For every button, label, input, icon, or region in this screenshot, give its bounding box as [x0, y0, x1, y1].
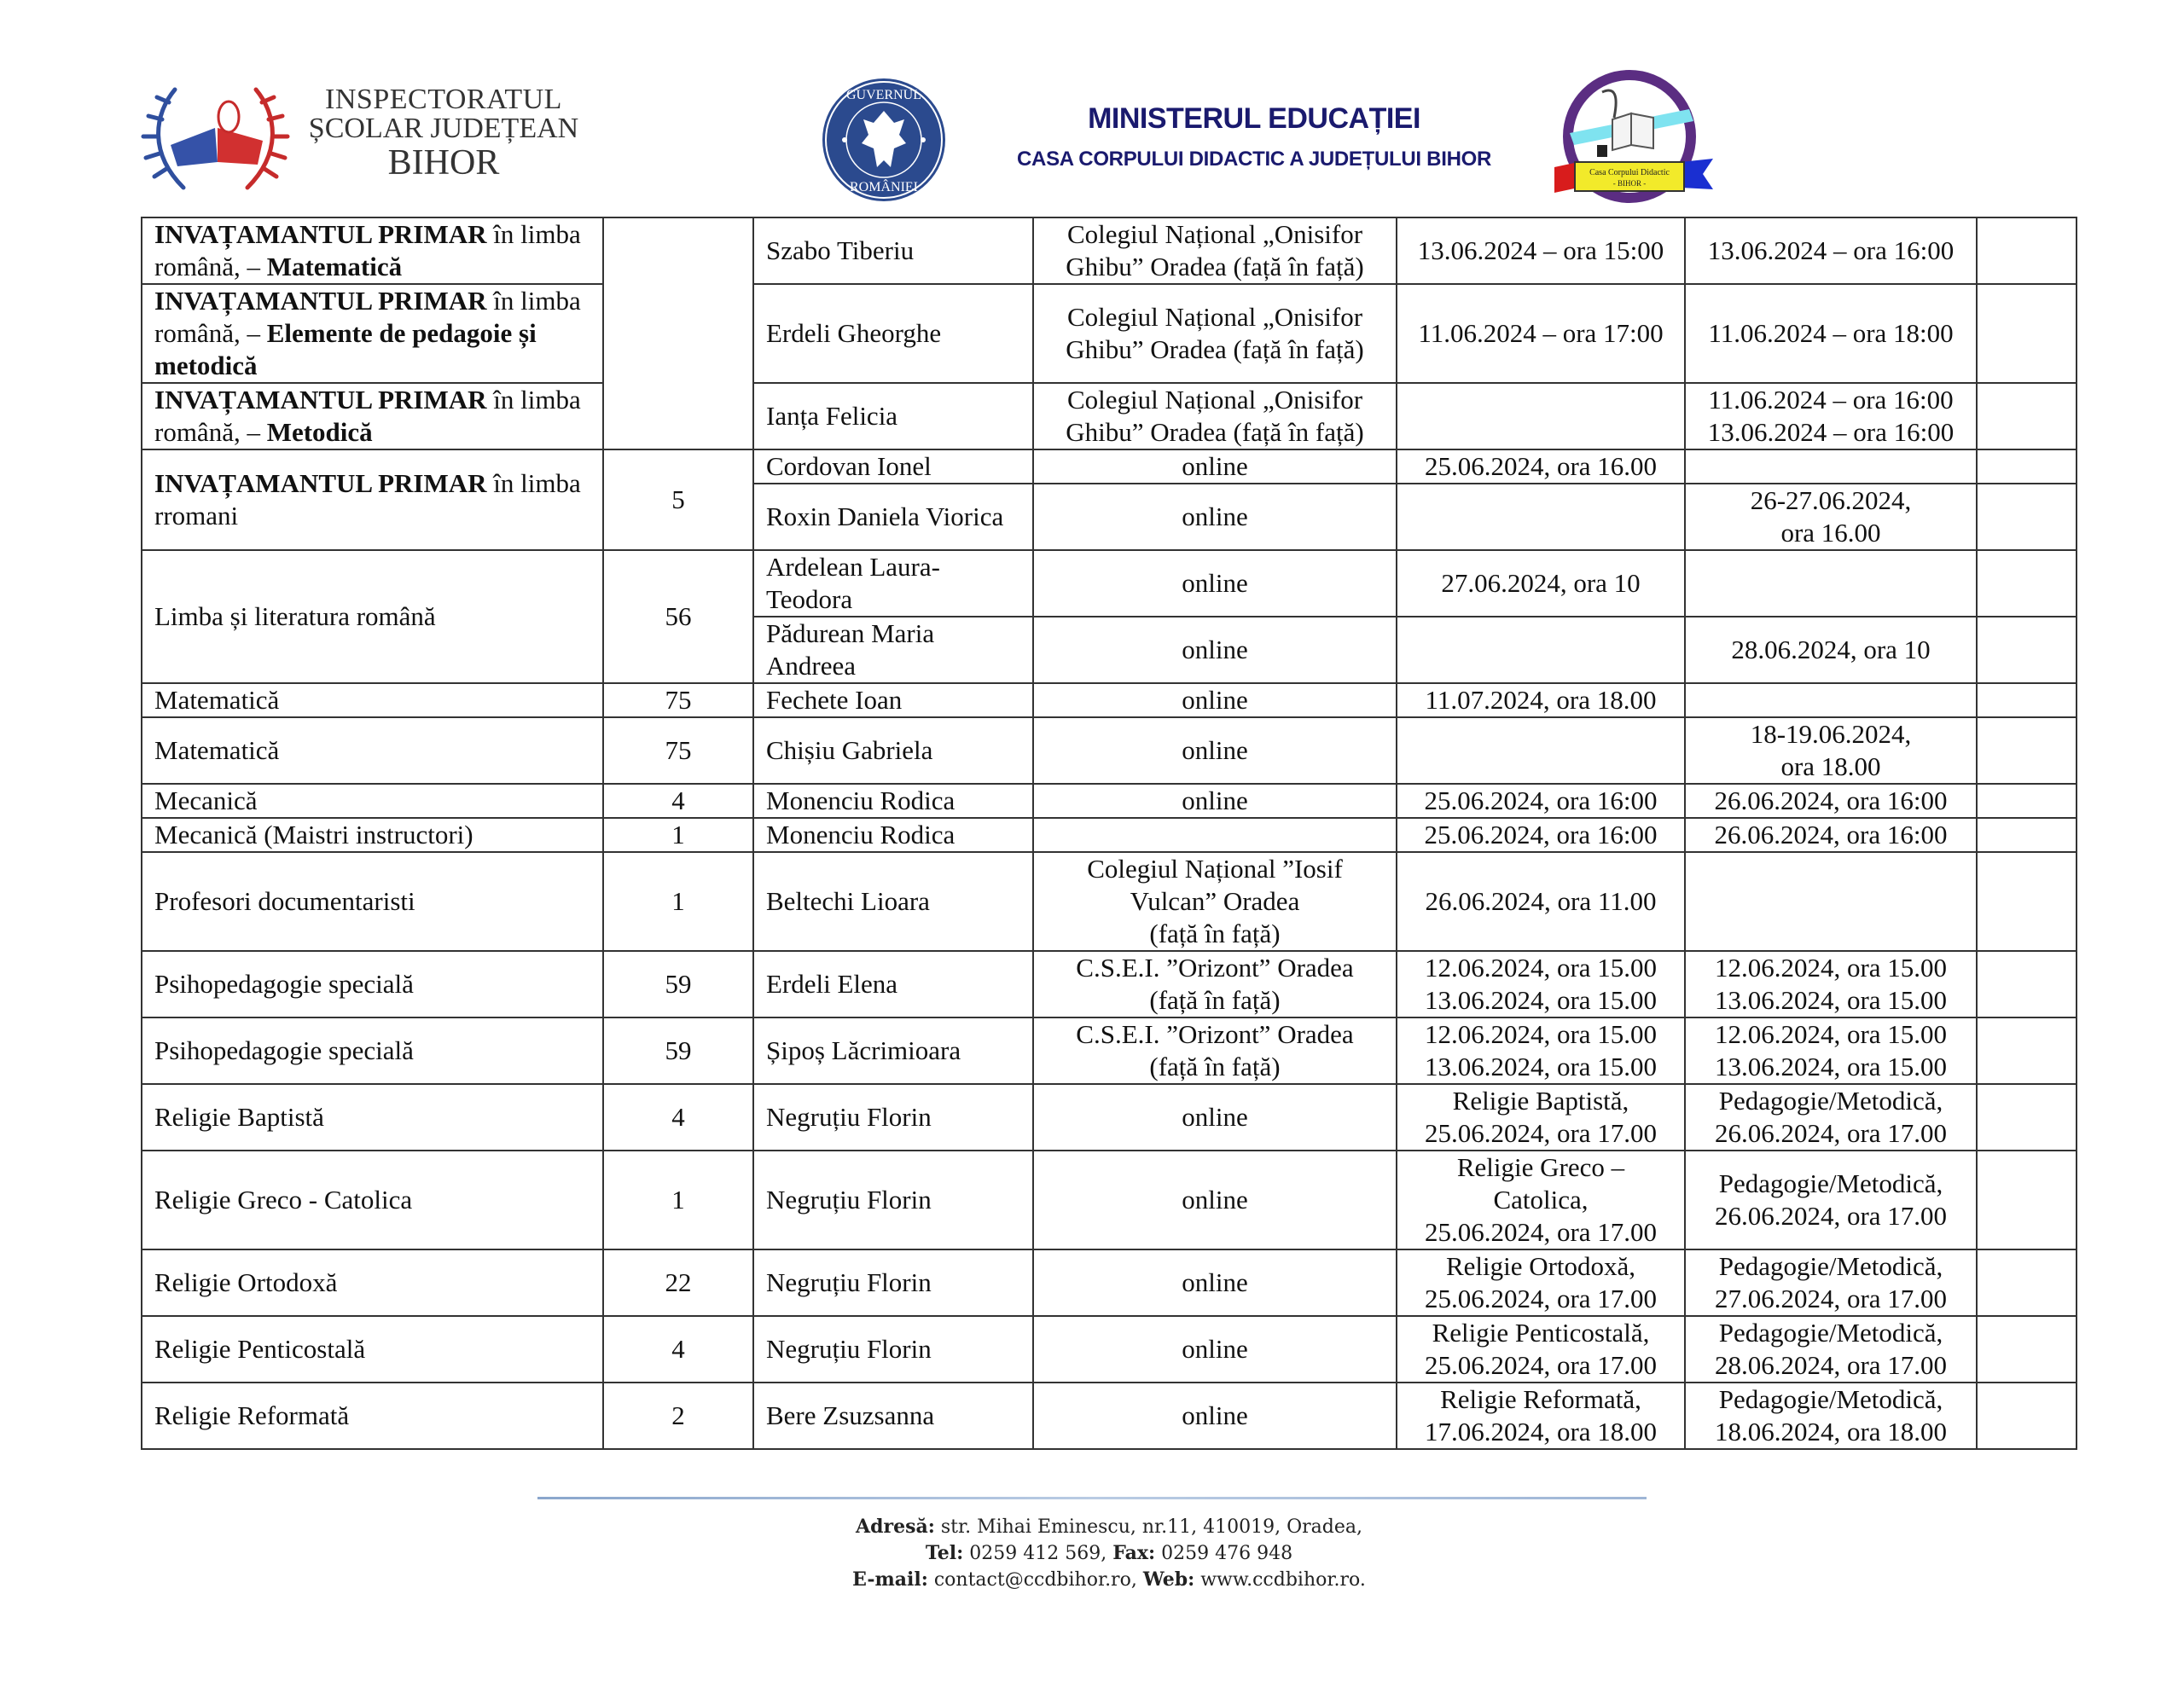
location-cell: online — [1033, 449, 1397, 484]
location-cell — [1033, 818, 1397, 852]
coat-of-arms-icon — [819, 75, 949, 205]
count-cell: 4 — [603, 1084, 753, 1151]
extra-cell — [1977, 550, 2077, 617]
date1-cell: 11.06.2024 – ora 17:00 — [1397, 284, 1685, 383]
date1-cell: Religie Reformată, 17.06.2024, ora 18.00 — [1397, 1383, 1685, 1449]
date2-cell: Pedagogie/Metodică, 26.06.2024, ora 17.00 — [1685, 1151, 1977, 1249]
table-row — [142, 852, 2077, 951]
date1-cell: 12.06.2024, ora 15.00 13.06.2024, ora 15.00 — [1397, 1017, 1685, 1084]
specialty-cell: Psihopedagogie specială — [142, 1017, 603, 1084]
date2-cell: Pedagogie/Metodică, 18.06.2024, ora 18.00 — [1685, 1383, 1977, 1449]
location-cell: Colegiul Național „Onisifor Ghibu” Oradea (față în față) — [1033, 217, 1397, 284]
date2-cell: Pedagogie/Metodică, 26.06.2024, ora 17.00 — [1685, 1084, 1977, 1151]
location-cell: online — [1033, 1316, 1397, 1383]
extra-cell — [1977, 1151, 2077, 1249]
count-cell: 1 — [603, 1151, 753, 1249]
mentor-cell: Erdeli Gheorghe — [753, 284, 1033, 383]
date2-cell: 12.06.2024, ora 15.00 13.06.2024, ora 15.00 — [1685, 951, 1977, 1017]
date1-cell: 26.06.2024, ora 11.00 — [1397, 852, 1685, 951]
mentor-cell: Beltechi Lioara — [753, 852, 1033, 951]
count-cell: 59 — [603, 1017, 753, 1084]
date2-cell: 11.06.2024 – ora 16:00 13.06.2024 – ora 16:00 — [1685, 383, 1977, 449]
date1-cell: 25.06.2024, ora 16:00 — [1397, 784, 1685, 818]
table-row — [142, 1383, 2077, 1449]
location-cell: online — [1033, 550, 1397, 617]
location-cell: online — [1033, 1249, 1397, 1316]
table-row — [142, 217, 2077, 284]
specialty-cell: Religie Penticostală — [142, 1316, 603, 1383]
ccd-banner-line2: - BIHOR - — [1612, 179, 1647, 188]
table-row — [142, 717, 2077, 784]
date2-cell: Pedagogie/Metodică, 27.06.2024, ora 17.00 — [1685, 1249, 1977, 1316]
inspectorate-line1: INSPECTORATUL — [325, 84, 562, 115]
count-cell: 1 — [603, 818, 753, 852]
ccd-banner-line1: Casa Corpului Didactic — [1589, 168, 1670, 177]
location-cell: online — [1033, 484, 1397, 550]
date2-cell: 26.06.2024, ora 16:00 — [1685, 818, 1977, 852]
specialty-cell: Religie Greco - Catolica — [142, 1151, 603, 1249]
date2-cell — [1685, 550, 1977, 617]
mentor-cell: Negruțiu Florin — [753, 1151, 1033, 1249]
extra-cell — [1977, 383, 2077, 449]
location-cell: online — [1033, 617, 1397, 683]
location-cell: online — [1033, 1084, 1397, 1151]
footer-contact — [512, 1514, 1706, 1593]
location-cell: online — [1033, 717, 1397, 784]
extra-cell — [1977, 1316, 2077, 1383]
table-row — [142, 284, 2077, 383]
location-cell: online — [1033, 784, 1397, 818]
specialty-cell: Religie Reformată — [142, 1383, 603, 1449]
date1-cell — [1397, 617, 1685, 683]
seal-top-text: GUVERNUL — [846, 88, 921, 102]
specialty-cell: Religie Baptistă — [142, 1084, 603, 1151]
specialty-cell: INVAȚAMANTUL PRIMAR în limba română, – Matematică — [142, 217, 603, 284]
table-row — [142, 1249, 2077, 1316]
count-cell: 4 — [603, 1316, 753, 1383]
date1-cell: Religie Ortodoxă, 25.06.2024, ora 17.00 — [1397, 1249, 1685, 1316]
count-cell: 1 — [603, 852, 753, 951]
extra-cell — [1977, 717, 2077, 784]
web-link[interactable]: www.ccdbihor.ro. — [1194, 1569, 1366, 1591]
mentor-cell: Erdeli Elena — [753, 951, 1033, 1017]
mentor-cell: Pădurean Maria Andreea — [753, 617, 1033, 683]
extra-cell — [1977, 1017, 2077, 1084]
specialty-cell: Matematică — [142, 717, 603, 784]
date1-cell — [1397, 484, 1685, 550]
date2-cell: 11.06.2024 – ora 18:00 — [1685, 284, 1977, 383]
specialty-cell: Religie Ortodoxă — [142, 1249, 603, 1316]
count-cell: 59 — [603, 951, 753, 1017]
date1-cell: 13.06.2024 – ora 15:00 — [1397, 217, 1685, 284]
mentor-cell: Chișiu Gabriela — [753, 717, 1033, 784]
table-row — [142, 1316, 2077, 1383]
count-cell: 4 — [603, 784, 753, 818]
footer-address: Adresă: str. Mihai Eminescu, nr.11, 410019, Oradea, — [856, 1516, 1362, 1538]
inspectorate-line2: ȘCOLAR JUDEȚEAN — [308, 113, 579, 144]
specialty-cell: Psihopedagogie specială — [142, 951, 603, 1017]
inspectorate-name — [303, 84, 584, 183]
count-cell: 5 — [603, 449, 753, 550]
extra-cell — [1977, 784, 2077, 818]
table-row — [142, 383, 2077, 449]
date2-cell: Pedagogie/Metodică, 28.06.2024, ora 17.00 — [1685, 1316, 1977, 1383]
location-cell: C.S.E.I. ”Orizont” Oradea (față în față) — [1033, 1017, 1397, 1084]
ministry-subtitle: CASA CORPULUI DIDACTIC A JUDEȚULUI BIHOR — [1017, 148, 1491, 171]
specialty-cell: Mecanică — [142, 784, 603, 818]
table-row — [142, 550, 2077, 617]
specialty-cell: Profesori documentaristi — [142, 852, 603, 951]
location-cell: online — [1033, 683, 1397, 717]
book-quill-emblem-icon — [1553, 67, 1715, 212]
date2-cell: 26-27.06.2024, ora 16.00 — [1685, 484, 1977, 550]
date2-cell: 28.06.2024, ora 10 — [1685, 617, 1977, 683]
extra-cell — [1977, 1084, 2077, 1151]
mentor-cell: Monenciu Rodica — [753, 784, 1033, 818]
date1-cell: 11.07.2024, ora 18.00 — [1397, 683, 1685, 717]
count-cell: 22 — [603, 1249, 753, 1316]
mentors-schedule-table — [141, 217, 2077, 1450]
date2-cell — [1685, 683, 1977, 717]
email-link[interactable]: contact@ccdbihor.ro, — [927, 1569, 1143, 1591]
mentor-cell: Negruțiu Florin — [753, 1084, 1033, 1151]
extra-cell — [1977, 1383, 2077, 1449]
date1-cell — [1397, 383, 1685, 449]
count-cell: 2 — [603, 1383, 753, 1449]
table-row — [142, 818, 2077, 852]
ministry-title: MINISTERUL EDUCAȚIEI — [1088, 102, 1420, 135]
mentor-cell: Ardelean Laura-Teodora — [753, 550, 1033, 617]
mentor-cell: Roxin Daniela Viorica — [753, 484, 1033, 550]
ministry-name — [998, 102, 1510, 171]
date1-cell: Religie Penticostală, 25.06.2024, ora 17.00 — [1397, 1316, 1685, 1383]
date1-cell: 12.06.2024, ora 15.00 13.06.2024, ora 15.00 — [1397, 951, 1685, 1017]
specialty-cell: Mecanică (Maistri instructori) — [142, 818, 603, 852]
mentor-cell: Ianța Felicia — [753, 383, 1033, 449]
table-row — [142, 1017, 2077, 1084]
extra-cell — [1977, 852, 2077, 951]
extra-cell — [1977, 217, 2077, 284]
inspectorate-line3: BIHOR — [387, 143, 500, 183]
location-cell: Colegiul Național „Onisifor Ghibu” Oradea (față în față) — [1033, 383, 1397, 449]
mentor-cell: Cordovan Ionel — [753, 449, 1033, 484]
date1-cell: Religie Greco – Catolica, 25.06.2024, ora 17.00 — [1397, 1151, 1685, 1249]
table-row — [142, 683, 2077, 717]
table-row — [142, 1151, 2077, 1249]
date2-cell: 12.06.2024, ora 15.00 13.06.2024, ora 15.00 — [1685, 1017, 1977, 1084]
date2-cell: 18-19.06.2024, ora 18.00 — [1685, 717, 1977, 784]
location-cell: online — [1033, 1383, 1397, 1449]
extra-cell — [1977, 617, 2077, 683]
date2-cell: 13.06.2024 – ora 16:00 — [1685, 217, 1977, 284]
mentor-cell: Szabo Tiberiu — [753, 217, 1033, 284]
specialty-cell: Matematică — [142, 683, 603, 717]
location-cell: online — [1033, 1151, 1397, 1249]
specialty-cell: Limba și literatura română — [142, 550, 603, 683]
count-cell: 75 — [603, 683, 753, 717]
footer-email-web: E-mail: contact@ccdbihor.ro, Web: www.ccdbihor.ro. — [852, 1568, 1366, 1591]
mentor-cell: Monenciu Rodica — [753, 818, 1033, 852]
specialty-cell: INVAȚAMANTUL PRIMAR în limba rromani — [142, 449, 603, 550]
footer-divider — [537, 1497, 1647, 1499]
date2-cell: 26.06.2024, ora 16:00 — [1685, 784, 1977, 818]
table-row — [142, 1084, 2077, 1151]
location-cell: Colegiul Național ”Iosif Vulcan” Oradea (față în față) — [1033, 852, 1397, 951]
mentor-cell: Negruțiu Florin — [753, 1249, 1033, 1316]
extra-cell — [1977, 449, 2077, 484]
mentor-cell: Bere Zsuzsanna — [753, 1383, 1033, 1449]
extra-cell — [1977, 818, 2077, 852]
extra-cell — [1977, 284, 2077, 383]
date1-cell: 25.06.2024, ora 16.00 — [1397, 449, 1685, 484]
mentor-cell: Șipoș Lăcrimioara — [753, 1017, 1033, 1084]
specialty-cell: INVAȚAMANTUL PRIMAR în limba română, – Metodică — [142, 383, 603, 449]
date2-cell — [1685, 449, 1977, 484]
date1-cell: 25.06.2024, ora 16:00 — [1397, 818, 1685, 852]
location-cell: Colegiul Național „Onisifor Ghibu” Oradea (față în față) — [1033, 284, 1397, 383]
book-laurel-logo-icon — [136, 81, 307, 200]
date2-cell — [1685, 852, 1977, 951]
location-cell: C.S.E.I. ”Orizont” Oradea (față în față) — [1033, 951, 1397, 1017]
date1-cell: Religie Baptistă, 25.06.2024, ora 17.00 — [1397, 1084, 1685, 1151]
table-row — [142, 784, 2077, 818]
letterhead — [0, 0, 2184, 213]
count-cell: 75 — [603, 717, 753, 784]
count-cell: 56 — [603, 550, 753, 683]
mentor-cell: Fechete Ioan — [753, 683, 1033, 717]
extra-cell — [1977, 484, 2077, 550]
mentor-cell: Negruțiu Florin — [753, 1316, 1033, 1383]
table-row — [142, 449, 2077, 484]
specialty-cell: INVAȚAMANTUL PRIMAR în limba română, – Elemente de pedagoie și metodică — [142, 284, 603, 383]
count-cell — [603, 217, 753, 449]
extra-cell — [1977, 683, 2077, 717]
date1-cell — [1397, 717, 1685, 784]
extra-cell — [1977, 1249, 2077, 1316]
extra-cell — [1977, 951, 2077, 1017]
footer-phone: Tel: 0259 412 569, Fax: 0259 476 948 — [925, 1542, 1293, 1564]
date1-cell: 27.06.2024, ora 10 — [1397, 550, 1685, 617]
table-row — [142, 951, 2077, 1017]
seal-bottom-text: ROMÂNIEI — [850, 180, 918, 194]
